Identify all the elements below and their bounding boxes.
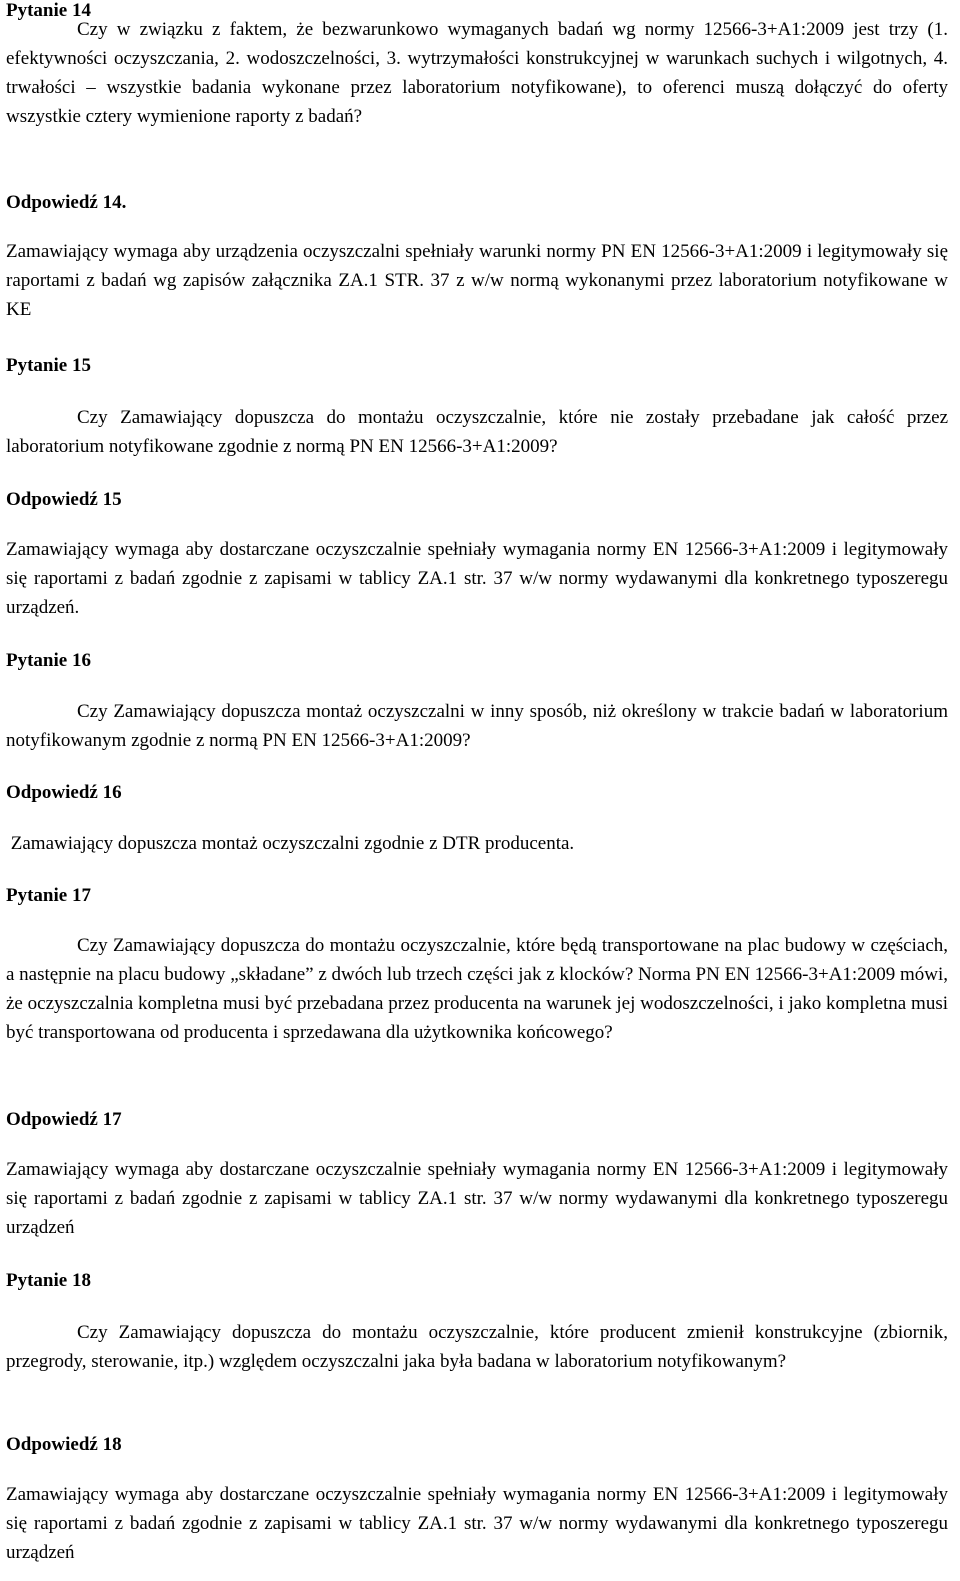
question-18-heading: Pytanie 18 [6, 1270, 91, 1291]
answer-15-heading: Odpowiedź 15 [6, 489, 122, 510]
question-17-text: Czy Zamawiający dopuszcza do montażu oczyszczalnie, które będą transportowane na plac budowy w częściach, a następnie na placu budowy „składane” z dwóch lub trzech części jak z klocków? Norma PN EN 12566-3+A1:2009 mówi, że oczyszczalnia kompletna musi być przebadana przez producenta na warunek jej wodoszczelności, i jako kompletna musi być transportowana od producenta i sprzedawana dla użytkownika końcowego? [6, 935, 948, 1043]
question-14-heading: Pytanie 14 [6, 0, 91, 21]
question-18-text: Czy Zamawiający dopuszcza do montażu oczyszczalnie, które producent zmienił konstrukcyjne (zbiornik, przegrody, sterowanie, itp.) względem oczyszczalni jaka była badana w laboratorium notyfikowanym? [6, 1322, 948, 1372]
question-15-text: Czy Zamawiający dopuszcza do montażu oczyszczalnie, które nie zostały przebadane jak całość przez laboratorium notyfikowane zgodnie z normą PN EN 12566-3+A1:2009? [6, 407, 948, 457]
answer-18-heading: Odpowiedź 18 [6, 1434, 122, 1455]
answer-16-text: Zamawiający dopuszcza montaż oczyszczalni zgodnie z DTR producenta. [6, 833, 575, 854]
answer-14-heading: Odpowiedź 14. [6, 192, 127, 213]
answer-16-heading: Odpowiedź 16 [6, 782, 122, 803]
answer-15-text: Zamawiający wymaga aby dostarczane oczyszczalnie spełniały wymagania normy EN 12566-3+A1:2009 i legitymowały się raportami z badań zgodnie z zapisami w tablicy ZA.1 str. 37 w/w normy wydawanymi dla konkretnego typoszeregu urządzeń. [6, 539, 948, 618]
answer-14-text: Zamawiający wymaga aby urządzenia oczyszczalni spełniały warunki normy PN EN 12566-3+A1:2009 i legitymowały się raportami z badań wg zapisów załącznika ZA.1 STR. 37 z w/w normą wykonanymi przez laboratorium notyfikowane w KE [6, 241, 948, 320]
question-15-heading: Pytanie 15 [6, 355, 91, 376]
answer-17-heading: Odpowiedź 17 [6, 1109, 122, 1130]
question-16-heading: Pytanie 16 [6, 650, 91, 671]
answer-17-text: Zamawiający wymaga aby dostarczane oczyszczalnie spełniały wymagania normy EN 12566-3+A1:2009 i legitymowały się raportami z badań zgodnie z zapisami w tablicy ZA.1 str. 37 w/w normy wydawanymi dla konkretnego typoszeregu urządzeń [6, 1159, 948, 1238]
question-17-heading: Pytanie 17 [6, 885, 91, 906]
question-14-text: Czy w związku z faktem, że bezwarunkowo wymaganych badań wg normy 12566-3+A1:2009 jest trzy (1. efektywności oczyszczania, 2. wodoszczelności, 3. wytrzymałości konstrukcyjnej w warunkach suchych i wilgotnych, 4. trwałości – wszystkie badania wykonane przez laboratorium notyfikowane), to oferenci muszą dołączyć do oferty wszystkie cztery wymienione raporty z badań? [6, 19, 948, 127]
answer-18-text: Zamawiający wymaga aby dostarczane oczyszczalnie spełniały wymagania normy EN 12566-3+A1:2009 i legitymowały się raportami z badań zgodnie z zapisami w tablicy ZA.1 str. 37 w/w normy wydawanymi dla konkretnego typoszeregu urządzeń [6, 1484, 948, 1563]
question-16-text: Czy Zamawiający dopuszcza montaż oczyszczalni w inny sposób, niż określony w trakcie badań w laboratorium notyfikowanym zgodnie z normą PN EN 12566-3+A1:2009? [6, 701, 948, 751]
